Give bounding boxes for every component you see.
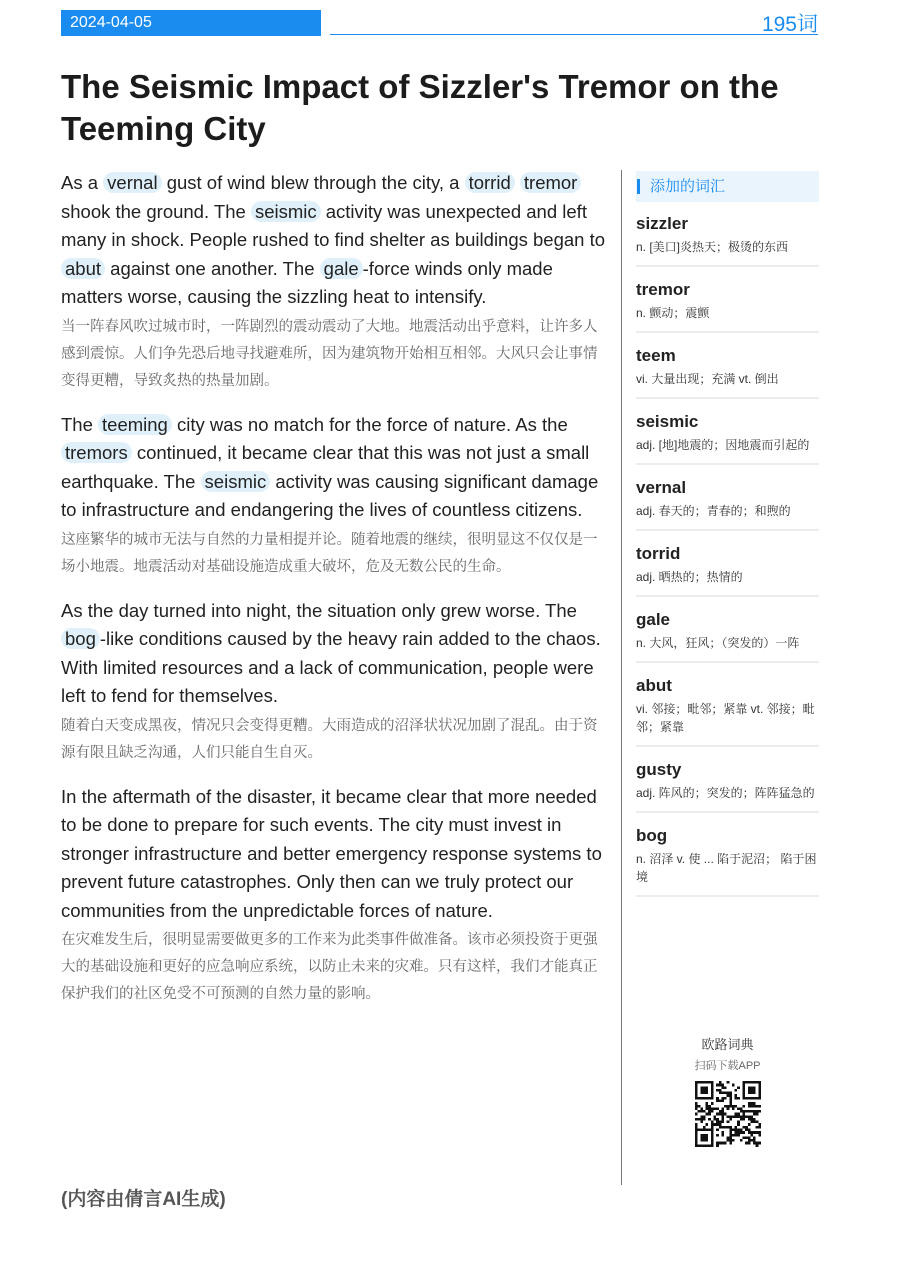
vocab-definition: vi. 邻接；毗邻；紧靠 vt. 邻接；毗邻；紧靠 [636,702,815,734]
vocab-entry[interactable] [636,674,819,747]
highlighted-word[interactable]: bog [61,628,100,649]
vocab-definition: adj. 阵风的；突发的；阵阵猛急的 [636,786,815,800]
vocab-word: torrid [636,544,681,563]
vocab-word: gusty [636,760,682,779]
text-segment: city was no match for the force of nature. As the [171,413,568,435]
vocab-definition: adj. 春天的；青春的；和煦的 [636,504,791,518]
ai-generated-note: (内容由倩言AI生成) [61,1189,226,1210]
word-count: 195词 [761,13,818,36]
paragraph [61,169,609,395]
text-segment: activity was unexpected and left many in shock. People rushed to find shelter as buildings began to [61,200,606,250]
column-divider [621,170,622,1185]
highlighted-word[interactable]: tremor [520,172,581,193]
text-segment: -like conditions caused by the heavy rain added to the chaos. With limited resources and a lack of communication, people were left to fend for themselves. [61,628,601,706]
app-download-hint: 扫码下载APP [694,1060,761,1072]
vocab-word: tremor [636,280,690,299]
text-segment: gust of wind blew through the city, a [161,172,465,193]
highlighted-word[interactable]: abut [61,258,105,279]
paragraph-english [61,783,609,926]
vocab-word: teem [636,346,676,365]
vocab-definition: adj. 晒热的；热情的 [636,570,743,584]
highlighted-word[interactable]: tremors [61,442,132,463]
highlighted-word[interactable]: seismic [251,201,321,222]
vocab-definition: vi. 大量出现；充满 vt. 倒出 [636,372,779,386]
text-segment: activity was causing significant damage to infrastructure and endangering the lives of countless citizens. [61,470,599,520]
qr-code-icon[interactable] [695,1081,761,1147]
vocab-list [636,212,819,897]
paragraph-translation: 这座繁华的城市无法与自然的力量相提并论。随着地震的继续，很明显这不仅仅是一场小地震。地震活动对基础设施造成重大破坏，危及无数公民的生命。 [61,531,598,575]
paragraph-english [61,411,609,525]
vocab-entry[interactable] [636,758,819,813]
paragraph [61,411,609,581]
paragraph [61,597,609,767]
vocab-entry[interactable] [636,476,819,531]
date-banner [61,10,321,36]
paragraph-english [61,597,609,711]
paragraph [61,783,609,1009]
vocab-definition: n. 沼泽 v. 使 ... 陷于泥沼； 陷于困境 [636,852,817,884]
vocab-entry[interactable] [636,608,819,663]
vocab-definition: n. 大风，狂风；（突发的）一阵 [636,636,800,650]
vocab-entry[interactable] [636,212,819,267]
paragraph-translation: 在灾难发生后，很明显需要做更多的工作来为此类事件做准备。该市必须投资于更强大的基础设施和更好的应急响应系统，以防止未来的灾难。只有这样，我们才能真正保护我们的社区免受不可预测的自然力量的影响。 [61,932,598,1002]
vocab-word: gale [636,610,671,629]
highlighted-word[interactable]: torrid [465,172,515,193]
vocab-entry[interactable] [636,824,819,897]
vocab-word: sizzler [636,214,688,233]
highlighted-word[interactable]: gale [320,258,363,279]
text-segment: The [61,413,99,435]
article-title: The Seismic Impact of Sizzler's Tremor on the Teeming City [61,68,779,147]
text-segment: In the aftermath of the disaster, it became clear that more needed to be done to prepare for such events. The city must invest in stronger infrastructure and better emergency response systems to prevent future catastrophes. Only then can we truly protect our communities from the unpredictable forces of nature. [61,785,602,921]
header-rule [330,34,818,35]
vocab-entry[interactable] [636,410,819,465]
article-body [61,169,609,1024]
vocab-entry[interactable] [636,344,819,399]
vocab-entry[interactable] [636,278,819,333]
paragraph-translation: 当一阵春风吹过城市时，一阵剧烈的震动震动了大地。地震活动出乎意料，让许多人感到震惊。人们争先恐后地寻找避难所，因为建筑物开始相互相邻。大风只会让事情变得更糟，导致炙热的热量加剧。 [61,318,598,389]
vocab-word: abut [636,676,672,695]
highlighted-word[interactable]: seismic [201,471,271,492]
text-segment: -force winds only made matters worse, causing the sizzling heat to intensify. [61,257,553,307]
vocab-definition: n. 颤动；震颤 [636,306,710,320]
vocab-definition: n. [美口]炎热天；极烫的东西 [636,240,789,254]
vocab-definition: adj. [地]地震的；因地震而引起的 [636,438,810,452]
app-name: 欧路词典 [701,1037,754,1052]
paragraph-translation: 随着白天变成黑夜，情况只会变得更糟。大雨造成的沼泽状状况加剧了混乱。由于资源有限且缺乏沟通，人们只能自生自灭。 [61,717,598,761]
text-segment: shook the ground. The [61,200,251,222]
vocab-panel [636,171,819,908]
text-segment: As a [61,172,104,193]
vocab-entry[interactable] [636,542,819,597]
vocab-word: seismic [636,412,699,431]
text-segment: As the day turned into night, the situation only grew worse. The [61,599,577,621]
date-label: 2024-04-05 [70,14,152,31]
paragraph-english [61,169,609,312]
vocab-heading: 添加的词汇 [636,171,819,202]
text-segment: continued, it became clear that this was not just a small earthquake. The [61,442,590,492]
highlighted-word[interactable]: teeming [98,414,172,435]
text-segment: against one another. The [105,257,320,279]
vocab-word: vernal [636,478,687,497]
vocab-word: bog [636,826,668,845]
highlighted-word[interactable]: vernal [103,172,161,193]
